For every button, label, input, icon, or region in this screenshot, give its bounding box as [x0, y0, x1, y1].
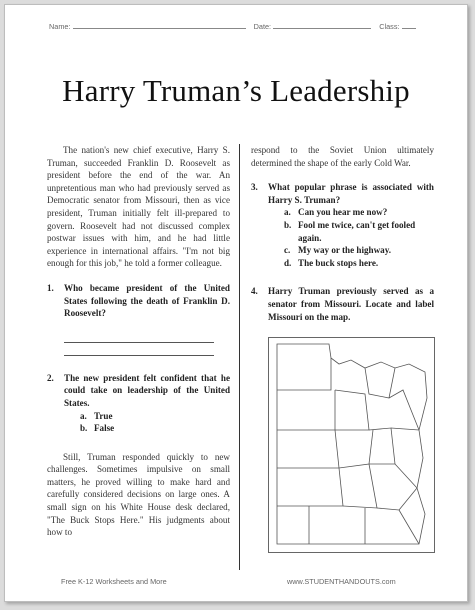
option-b[interactable]: b. Fool me twice, can't get fooled again.: [284, 219, 416, 243]
question-4: [251, 285, 434, 323]
question-number: 1.: [47, 282, 54, 293]
answer-line[interactable]: [64, 330, 214, 343]
option-b[interactable]: b. False: [80, 423, 115, 434]
answer-lines[interactable]: [64, 330, 230, 356]
option-c[interactable]: c. My way or the highway.: [284, 245, 392, 256]
intro-paragraph: The nation's new chief executive, Harry S. Truman, succeeded Franklin D. Roosevelt as president before the end of the war. An unpretentious man who had previously served as Democratic senator from Missouri, then as vice president, Truman initially felt ill-prepared to govern. Roosevelt had not discussed complex postwar issues with him, and he had little experience in international affairs. "I'm not big enough for this job," he told a former colleague.: [47, 145, 230, 269]
answer-options: [284, 206, 434, 269]
name-label: Name:: [49, 22, 71, 31]
answer-line[interactable]: [64, 343, 214, 356]
date-label: Date:: [253, 22, 272, 31]
question-3: [251, 181, 434, 269]
question-text: What popular phrase is associated with Harry S. Truman?: [268, 182, 434, 205]
question-text: The new president felt confident that he could take on leadership of the United States.: [64, 372, 230, 408]
outline-map[interactable]: [268, 337, 435, 553]
question-1: [47, 282, 230, 356]
name-blank[interactable]: [73, 28, 246, 29]
footer-right[interactable]: www.STUDENTHANDOUTS.com: [287, 577, 396, 586]
worksheet-page: [4, 4, 468, 602]
second-paragraph: Still, Truman responded quickly to new challenges. Sometimes impulsive on small matters, he proved willing to make hard and carefully considered decisions on large ones. A small sign on his White House desk declared, "The Buck Stops Here." His judgments about how to: [47, 451, 230, 538]
date-blank[interactable]: [273, 28, 371, 29]
page-title: Harry Truman’s Leadership: [62, 73, 410, 108]
question-2: [47, 372, 230, 435]
header-fields: [49, 22, 416, 31]
class-label: Class:: [379, 22, 400, 31]
left-column: [47, 144, 230, 551]
question-number: 2.: [47, 372, 54, 383]
continued-paragraph: respond to the Soviet Union ultimately determined the shape of the early Cold War.: [251, 145, 434, 168]
option-a[interactable]: a. True: [80, 410, 113, 421]
option-a[interactable]: a. Can you hear me now?: [284, 207, 388, 218]
option-d[interactable]: d. The buck stops here.: [284, 257, 379, 268]
class-blank[interactable]: [402, 28, 416, 29]
question-text: Who became president of the United States following the death of Franklin D. Roosevelt?: [64, 282, 230, 319]
map-icon: [269, 338, 434, 552]
answer-options: [80, 410, 230, 435]
footer-left: Free K-12 Worksheets and More: [61, 577, 167, 586]
question-number: 3.: [251, 182, 258, 193]
column-divider: [239, 144, 240, 570]
right-column: [251, 144, 434, 553]
question-number: 4.: [251, 286, 258, 297]
question-text: Harry Truman previously served as a senator from Missouri. Locate and label Missouri on the map.: [268, 286, 434, 322]
